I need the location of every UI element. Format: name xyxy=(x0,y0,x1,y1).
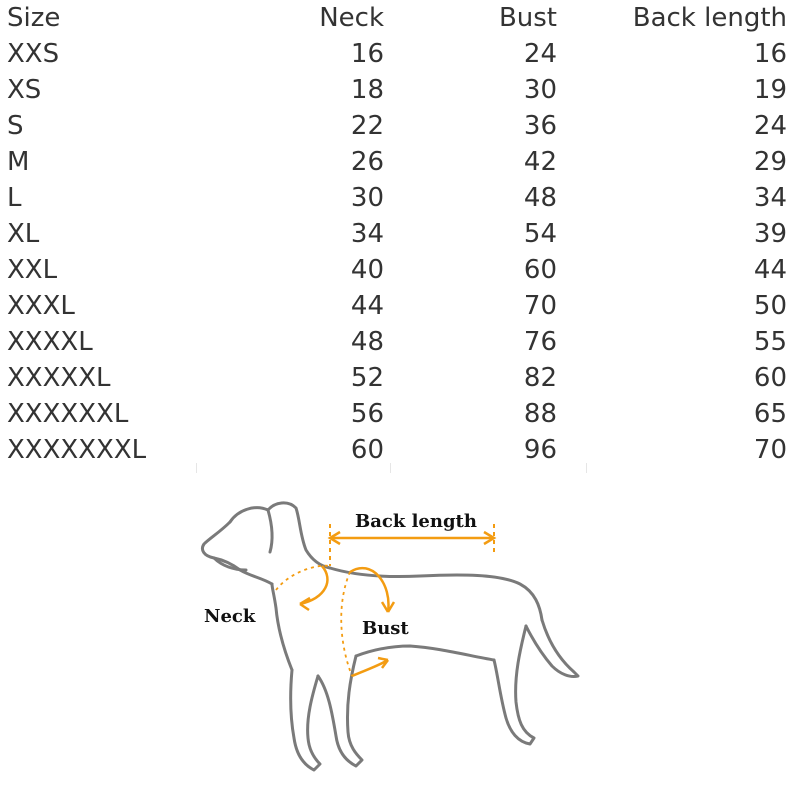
table-row xyxy=(0,180,800,216)
bust-label: Bust xyxy=(362,618,409,639)
cell-size: XXS xyxy=(7,39,60,69)
cell-bust: 30 xyxy=(523,75,557,105)
cell-back-length: 44 xyxy=(753,255,787,285)
cell-size: M xyxy=(7,147,30,177)
cell-back-length: 50 xyxy=(753,291,787,321)
cell-bust: 42 xyxy=(523,147,557,177)
cell-bust: 88 xyxy=(523,399,557,429)
cell-size: XXL xyxy=(7,255,58,285)
neck-label: Neck xyxy=(204,606,256,627)
cell-size: XXXXXL xyxy=(7,363,111,393)
cell-bust: 96 xyxy=(523,435,557,465)
cell-neck: 22 xyxy=(350,111,384,141)
cell-bust: 82 xyxy=(523,363,557,393)
header-neck: Neck xyxy=(319,3,384,33)
dog-measurement-diagram xyxy=(0,480,800,800)
cell-back-length: 60 xyxy=(753,363,787,393)
cell-size: XXXXXXXL xyxy=(7,435,147,465)
cell-size: XXXXXXL xyxy=(7,399,129,429)
column-divider xyxy=(586,463,587,473)
cell-bust: 70 xyxy=(523,291,557,321)
cell-size: L xyxy=(7,183,22,213)
cell-size: S xyxy=(7,111,24,141)
cell-size: XL xyxy=(7,219,40,249)
back-length-label: Back length xyxy=(355,511,477,532)
cell-neck: 60 xyxy=(350,435,384,465)
cell-neck: 48 xyxy=(350,327,384,357)
cell-neck: 56 xyxy=(350,399,384,429)
table-row xyxy=(0,432,800,468)
cell-size: XXXL xyxy=(7,291,75,321)
cell-back-length: 55 xyxy=(753,327,787,357)
cell-size: XS xyxy=(7,75,42,105)
table-row xyxy=(0,324,800,360)
cell-bust: 48 xyxy=(523,183,557,213)
neck-measure-icon xyxy=(276,566,330,610)
table-row xyxy=(0,288,800,324)
table-header-row xyxy=(0,0,800,36)
table-row xyxy=(0,108,800,144)
cell-bust: 76 xyxy=(523,327,557,357)
cell-neck: 18 xyxy=(350,75,384,105)
cell-neck: 52 xyxy=(350,363,384,393)
column-divider xyxy=(390,463,391,473)
column-divider xyxy=(196,463,197,473)
cell-bust: 24 xyxy=(523,39,557,69)
cell-back-length: 19 xyxy=(753,75,787,105)
table-row xyxy=(0,36,800,72)
cell-back-length: 34 xyxy=(753,183,787,213)
cell-neck: 30 xyxy=(350,183,384,213)
cell-neck: 34 xyxy=(350,219,384,249)
header-size: Size xyxy=(7,3,61,33)
header-back-length: Back length xyxy=(632,3,787,33)
cell-neck: 44 xyxy=(350,291,384,321)
table-row xyxy=(0,360,800,396)
cell-back-length: 24 xyxy=(753,111,787,141)
table-row xyxy=(0,216,800,252)
cell-back-length: 29 xyxy=(753,147,787,177)
cell-bust: 54 xyxy=(523,219,557,249)
cell-back-length: 70 xyxy=(753,435,787,465)
cell-bust: 60 xyxy=(523,255,557,285)
cell-neck: 26 xyxy=(350,147,384,177)
cell-neck: 16 xyxy=(350,39,384,69)
table-row xyxy=(0,144,800,180)
table-row xyxy=(0,72,800,108)
table-row xyxy=(0,252,800,288)
cell-neck: 40 xyxy=(350,255,384,285)
header-bust: Bust xyxy=(498,3,557,33)
cell-size: XXXXL xyxy=(7,327,93,357)
cell-bust: 36 xyxy=(523,111,557,141)
cell-back-length: 39 xyxy=(753,219,787,249)
cell-back-length: 16 xyxy=(753,39,787,69)
cell-back-length: 65 xyxy=(753,399,787,429)
table-row xyxy=(0,396,800,432)
